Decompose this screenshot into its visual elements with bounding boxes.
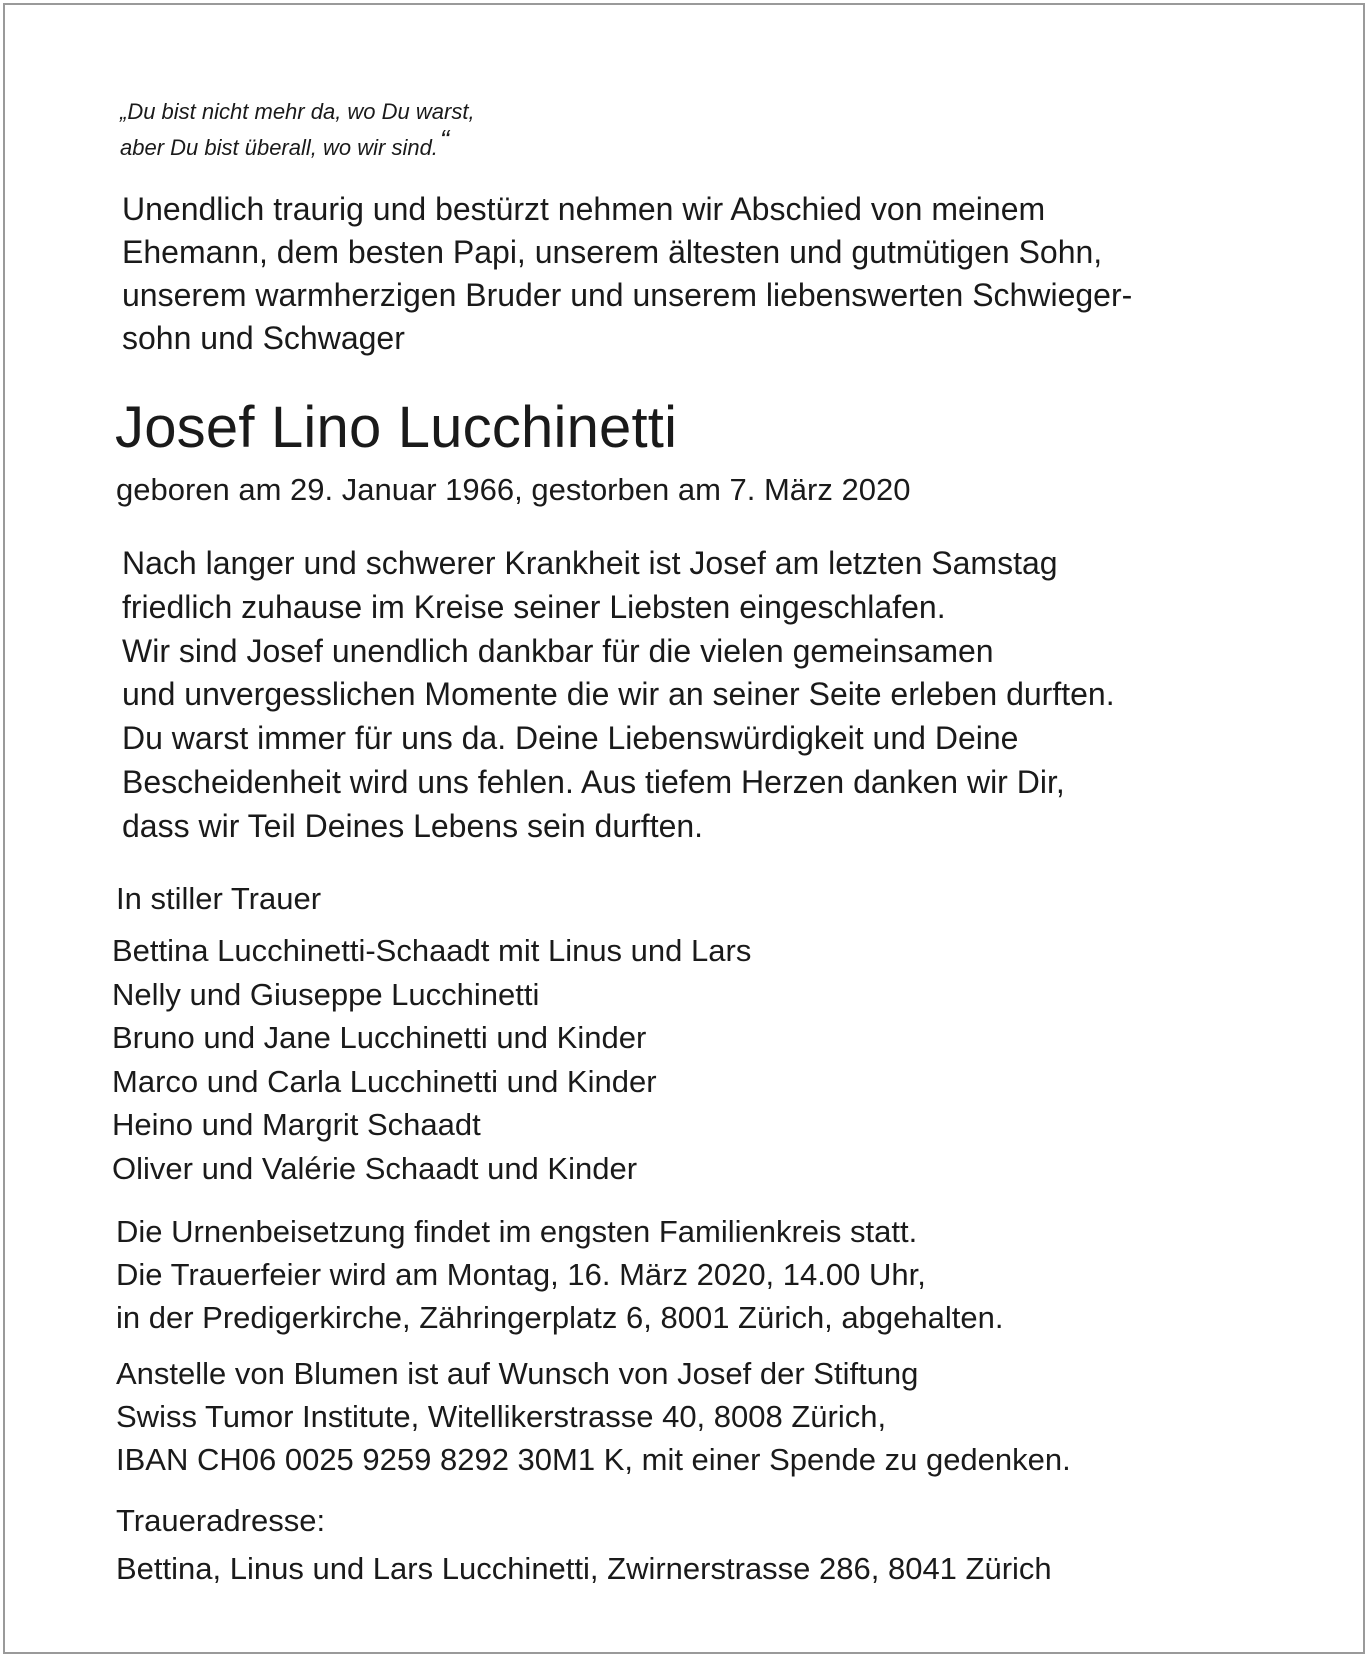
quote-closing-mark: “ xyxy=(439,124,450,155)
intro-line: Ehemann, dem besten Papi, unserem ältesten und gutmütigen Sohn, xyxy=(122,234,1103,270)
mourner-entry: Oliver und Valérie Schaadt und Kinder xyxy=(112,1150,638,1186)
intro-line: sohn und Schwager xyxy=(122,320,405,356)
mourners-list xyxy=(112,929,751,1190)
life-dates: geboren am 29. Januar 1966, gestorben am 7. März 2020 xyxy=(116,472,911,507)
mourning-label: In stiller Trauer xyxy=(116,881,322,916)
address-label: Traueradresse: xyxy=(116,1503,326,1538)
tribute-line: Du warst immer für uns da. Deine Liebenswürdigkeit und Deine xyxy=(122,720,1019,757)
mourning-address xyxy=(116,1497,1052,1593)
intro-line: Unendlich traurig und bestürzt nehmen wir Abschied von meinem xyxy=(122,191,1046,227)
intro-paragraph xyxy=(122,188,1132,360)
ceremony-info xyxy=(116,1210,1003,1339)
mourner-entry: Marco und Carla Lucchinetti und Kinder xyxy=(112,1063,657,1099)
donation-info xyxy=(116,1352,1071,1481)
tribute-line: dass wir Teil Deines Lebens sein durften. xyxy=(122,807,704,844)
donation-line: Swiss Tumor Institute, Witellikerstrasse 40, 8008 Zürich, xyxy=(116,1399,887,1434)
tribute-paragraph xyxy=(122,542,1115,849)
mourner-entry: Bettina Lucchinetti-Schaadt mit Linus und Lars xyxy=(112,933,752,968)
quote-line xyxy=(120,124,475,165)
intro-line: unserem warmherzigen Bruder und unserem liebenswerten Schwieger- xyxy=(122,277,1133,313)
tribute-line: und unvergesslichen Momente die wir an seiner Seite erleben durften. xyxy=(122,676,1115,713)
ceremony-line: Die Trauerfeier wird am Montag, 16. März 2020, 14.00 Uhr, xyxy=(116,1257,926,1292)
tribute-line: Bescheidenheit wird uns fehlen. Aus tiefem Herzen danken wir Dir, xyxy=(122,763,1065,800)
quote-line-text: aber Du bist überall, wo wir sind. xyxy=(120,135,438,160)
obituary-frame xyxy=(3,3,1365,1654)
mourner-entry: Bruno und Jane Lucchinetti und Kinder xyxy=(112,1020,647,1055)
ceremony-line: in der Predigerkirche, Zähringerplatz 6, 8001 Zürich, abgehalten. xyxy=(116,1300,1004,1335)
memorial-quote xyxy=(120,95,475,165)
donation-line: IBAN CH06 0025 9259 8292 30M1 K, mit einer Spende zu gedenken. xyxy=(116,1442,1071,1477)
mourner-entry: Heino und Margrit Schaadt xyxy=(112,1107,481,1142)
tribute-line: Wir sind Josef unendlich dankbar für die vielen gemeinsamen xyxy=(122,632,994,669)
mourner-entry: Nelly und Giuseppe Lucchinetti xyxy=(112,976,540,1012)
deceased-name: Josef Lino Lucchinetti xyxy=(115,395,678,460)
quote-line: „Du bist nicht mehr da, wo Du warst, xyxy=(120,99,475,124)
donation-line: Anstelle von Blumen ist auf Wunsch von Josef der Stiftung xyxy=(116,1356,919,1391)
tribute-line: friedlich zuhause im Kreise seiner Liebsten eingeschlafen. xyxy=(122,588,946,625)
tribute-line: Nach langer und schwerer Krankheit ist Josef am letzten Samstag xyxy=(122,545,1058,581)
ceremony-line: Die Urnenbeisetzung findet im engsten Familienkreis statt. xyxy=(116,1214,918,1249)
address-value: Bettina, Linus und Lars Lucchinetti, Zwirnerstrasse 286, 8041 Zürich xyxy=(116,1551,1052,1586)
